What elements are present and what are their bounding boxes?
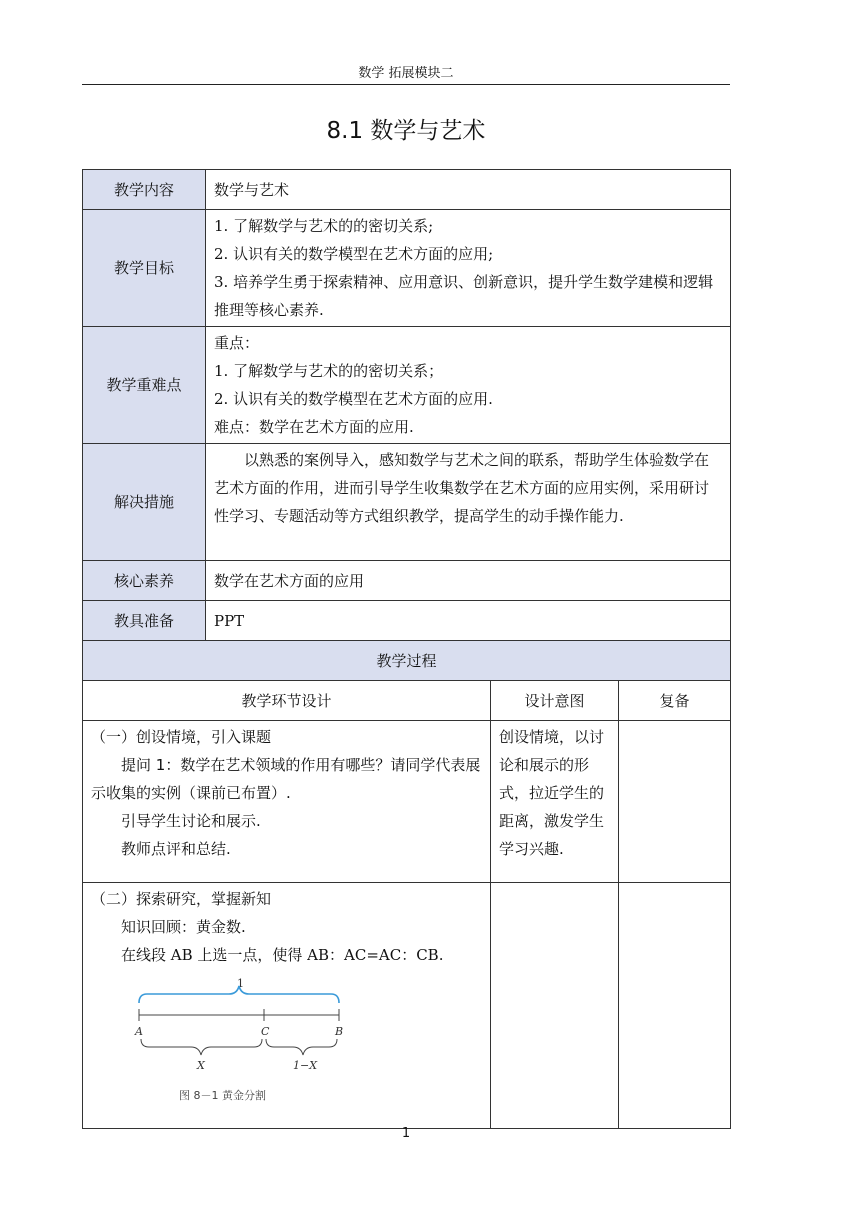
point-a-label: A <box>135 1025 143 1038</box>
page-title: 8.1 数学与艺术 <box>326 118 486 144</box>
key-line: 2. 认识有关的数学模型在艺术方面的应用. <box>214 390 493 408</box>
golden-ratio-text: 在线段 AB 上选一点，使得 AB：AC=AC：CB. <box>121 946 444 964</box>
lesson-plan-table <box>82 169 731 1129</box>
page-header: 数学 拓展模块二 <box>358 66 454 81</box>
key-label: 教学重难点 <box>83 327 206 444</box>
section2-cell <box>83 883 491 1129</box>
label-1x: 1−X <box>293 1059 318 1072</box>
tools-value: PPT <box>206 601 731 641</box>
section1-heading: （一）创设情境，引入课题 <box>91 728 272 746</box>
goal-line: 3. 培养学生勇于探索精神、应用意识、创新意识，提升学生数学建模和逻辑推理等核心素养. <box>214 273 714 319</box>
question1-text: ：数学在艺术领域的作用有哪些？请同学代表展示收集的实例（课前已布置）. <box>91 756 481 802</box>
brace-x <box>141 1039 262 1055</box>
measures-value: 以熟悉的案例导入，感知数学与艺术之间的联系，帮助学生体验数学在艺术方面的作用，进而引导学生收集数学在艺术方面的应用实例，采用研讨性学习、专题活动等方式组织教学，提高学生的动手操作能力. <box>206 444 731 561</box>
goals-cell <box>206 210 731 327</box>
goals-label: 教学目标 <box>83 210 206 327</box>
key-line: 难点：数学在艺术方面的应用. <box>214 418 414 436</box>
review-label: 知识回顾 <box>121 918 182 936</box>
label-x: X <box>197 1059 205 1072</box>
col-design: 教学环节设计 <box>83 681 491 721</box>
section1-review <box>619 721 731 883</box>
literacy-value: 数学在艺术方面的应用 <box>206 561 731 601</box>
section1-cell <box>83 721 491 883</box>
question1-label: 提问 1 <box>121 756 166 774</box>
content-value: 数学与艺术 <box>206 170 731 210</box>
tools-label: 教具准备 <box>83 601 206 641</box>
key-line: 1. 了解数学与艺术的的密切关系； <box>214 362 444 380</box>
goal-line: 1. 了解数学与艺术的的密切关系; <box>214 217 434 235</box>
review-text: ：黄金数. <box>181 918 246 936</box>
section2-intent <box>491 883 619 1129</box>
figure-caption: 图 8－1 黄金分割 <box>179 1089 266 1102</box>
goal-line: 2. 认识有关的数学模型在艺术方面的应用; <box>214 245 494 263</box>
point-b-label: B <box>335 1025 344 1038</box>
key-line: 重点： <box>214 334 260 352</box>
literacy-label: 核心素养 <box>83 561 206 601</box>
page-number: 1 <box>401 1126 411 1141</box>
point-c-label: C <box>261 1025 270 1038</box>
measures-label: 解决措施 <box>83 444 206 561</box>
col-intent: 设计意图 <box>491 681 619 721</box>
fig-label-top: 1 <box>237 977 244 990</box>
teacher-text: 教师点评和总结. <box>121 840 231 858</box>
section1-intent: 创设情境，以讨论和展示的形式，拉近学生的距离，激发学生学习兴趣. <box>491 721 619 883</box>
key-cell <box>206 327 731 444</box>
golden-section-figure <box>91 973 421 1113</box>
brace-1x <box>266 1039 337 1055</box>
content-label: 教学内容 <box>83 170 206 210</box>
section2-heading: （二）探索研究，掌握新知 <box>91 890 272 908</box>
guide-text: 引导学生讨论和展示. <box>121 812 261 830</box>
process-title: 教学过程 <box>83 641 731 681</box>
col-review: 复备 <box>619 681 731 721</box>
section2-review <box>619 883 731 1129</box>
header-divider <box>82 84 730 85</box>
